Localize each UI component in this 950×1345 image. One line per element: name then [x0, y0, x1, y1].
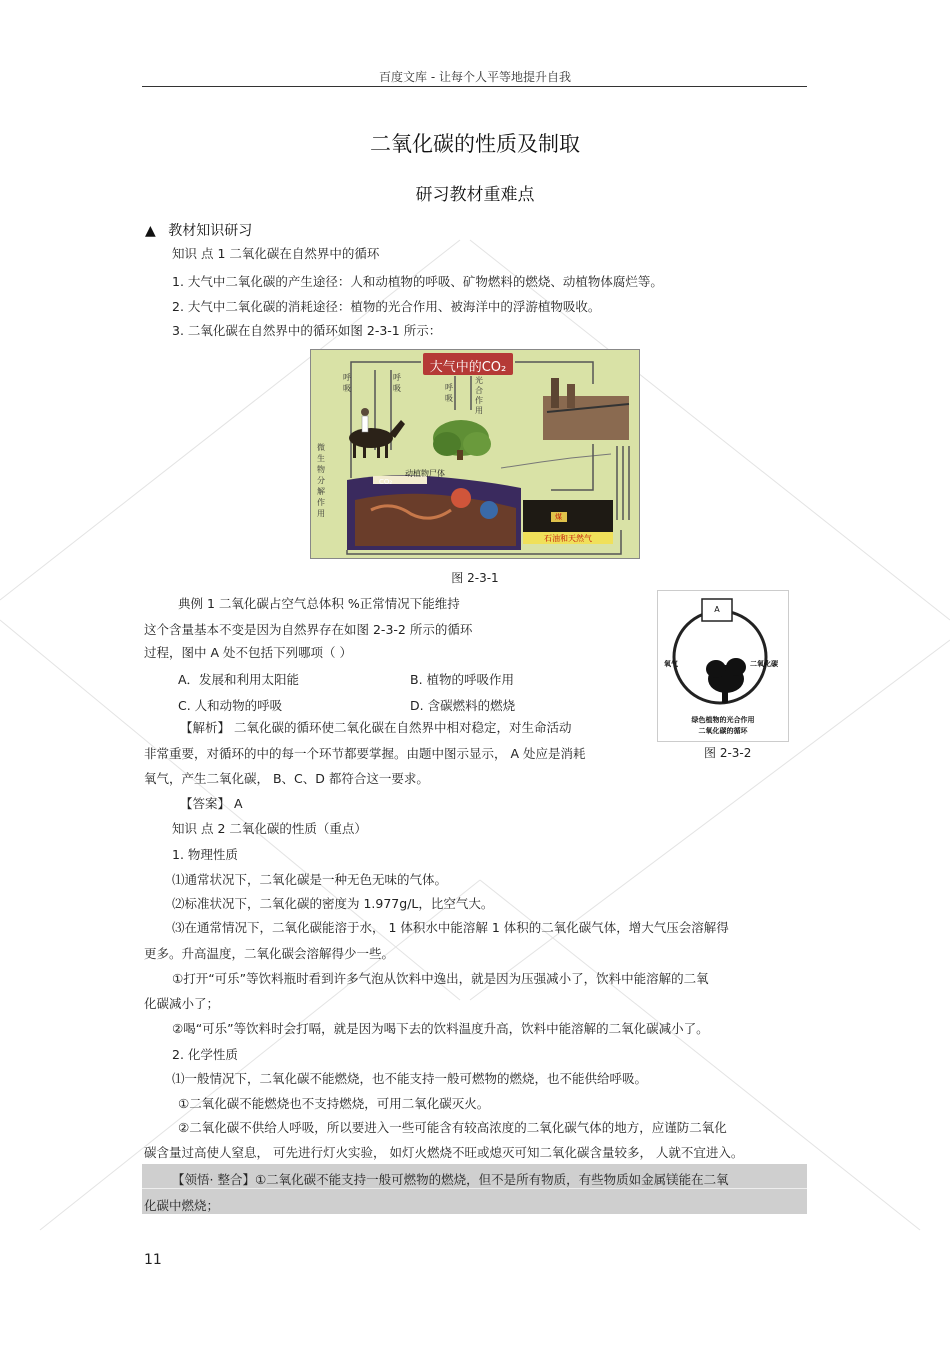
coal-label: 煤: [555, 513, 562, 521]
section-heading: [145, 220, 252, 240]
figure1-caption: 图 2-3-1: [451, 571, 499, 585]
option-b: B. 植物的呼吸作用: [410, 672, 515, 687]
answer: 【答案】 A: [180, 796, 243, 811]
co2-banner-label: 大气中的CO₂: [429, 360, 507, 375]
paragraph: ⑴通常状况下，二氧化碳是一种无色无味的气体。: [172, 872, 448, 887]
kp1-item: 2. 大气中二氧化碳的消耗途径：植物的光合作用、被海洋中的浮游植物吸收。: [172, 299, 601, 314]
paragraph: ⑶在通常情况下，二氧化碳能溶于水， 1 体积水中能溶解 1 体积的二氧化碳气体，增大气压会溶解得: [172, 920, 729, 935]
example-line: 这个含量基本不变是因为自然界存在如图 2-3-2 所示的循环: [144, 622, 473, 637]
co2-label: 二氧化碳: [750, 660, 778, 668]
option-d: D. 含碳燃料的燃烧: [410, 698, 516, 713]
oil-gas-label: 石油和天然气: [544, 534, 592, 543]
callout-line: 【领悟· 整合】①二氧化碳不能支持一般可燃物的燃烧，但不是所有物质，有些物质如金属镁能在二氧: [172, 1172, 729, 1187]
document-subtitle: 研习教材重难点: [415, 185, 535, 205]
paragraph: ①二氧化碳不能燃烧也不支持燃烧，可用二氧化碳灭火。: [178, 1096, 490, 1111]
decomposition-label: 微 生 物 分 解 作 用: [317, 443, 325, 518]
example-line: 过程，图中 A 处不包括下列哪项（ ）: [144, 645, 352, 660]
kp1-heading: 知识 点 1 二氧化碳在自然界中的循环: [172, 246, 380, 261]
breath-label: 呼 吸: [343, 373, 351, 393]
paragraph: ⑴一般情况下，二氧化碳不能燃烧，也不能支持一般可燃物的燃烧，也不能供给呼吸。: [172, 1071, 648, 1086]
physical-heading: 1. 物理性质: [172, 847, 238, 862]
section-label: 教材知识研习: [168, 223, 253, 239]
callout-line: 化碳中燃烧；: [144, 1198, 220, 1213]
kp1-item: 3. 二氧化碳在自然界中的循环如图 2-3-1 所示：: [172, 323, 442, 338]
option-c: C. 人和动物的呼吸: [178, 698, 283, 713]
paragraph: ②喝“可乐”等饮料时会打嗝，就是因为喝下去的饮料温度升高，饮料中能溶解的二氧化碳减小了。: [172, 1021, 709, 1036]
page-number: 11: [144, 1252, 162, 1268]
analysis-line: 氧气，产生二氧化碳， B、C、D 都符合这一要求。: [144, 771, 429, 786]
box-a-label: A: [714, 605, 720, 614]
page-header: 百度文库 - 让每个人平等地提升自我: [379, 70, 571, 84]
chemical-heading: 2. 化学性质: [172, 1047, 238, 1062]
analysis-line: 【解析】 二氧化碳的循环使二氧化碳在自然界中相对稳定，对生命活动: [180, 720, 572, 735]
header-rule: [142, 86, 807, 87]
cycle-label: 二氧化碳的循环: [698, 727, 748, 735]
remains-label: 动植物尸体: [405, 469, 445, 478]
oxygen-label: 氧气: [664, 660, 678, 668]
carbon-cycle-figure: [310, 349, 640, 559]
photosynthesis-label: 光 合 作 用: [475, 376, 483, 415]
co2-label: CO₂: [379, 478, 393, 486]
co2-cycle-figure: [657, 590, 789, 742]
breath-label: 呼 吸: [393, 373, 401, 393]
paragraph: ①打开“可乐”等饮料瓶时看到许多气泡从饮料中逸出，就是因为压强减小了，饮料中能溶解的二氧: [172, 971, 709, 986]
paragraph: 化碳减小了；: [144, 996, 220, 1011]
kp1-item: 1. 大气中二氧化碳的产生途径：人和动植物的呼吸、矿物燃料的燃烧、动植物体腐烂等。: [172, 274, 663, 289]
figure2-caption: 图 2-3-2: [704, 746, 752, 760]
paragraph: ②二氧化碳不供给人呼吸，所以要进入一些可能含有较高浓度的二氧化碳气体的地方，应谨防二氧化: [178, 1120, 727, 1135]
photosynthesis-label: 绿色植物的光合作用: [691, 716, 755, 724]
analysis-line: 非常重要，对循环的中的每一个环节都要掌握。由题中图示显示， A 处应是消耗: [144, 746, 586, 761]
paragraph: ⑵标准状况下，二氧化碳的密度为 1.977g/L，比空气大。: [172, 896, 494, 911]
document-title: 二氧化碳的性质及制取: [370, 132, 580, 156]
callout-divider: [142, 1188, 807, 1189]
paragraph: 更多。升高温度，二氧化碳会溶解得少一些。: [144, 946, 395, 961]
paragraph: 碳含量过高使人窒息， 可先进行灯火实验， 如灯火燃烧不旺或熄灭可知二氧化碳含量较多， 人就不宜进入。: [144, 1145, 744, 1160]
option-a: A．发展和利用太阳能: [178, 672, 300, 687]
example-line: 典例 1 二氧化碳占空气总体积 %正常情况下能维持: [178, 596, 460, 611]
triangle-icon: ▲: [145, 223, 156, 239]
breath-label: 呼 吸: [445, 383, 453, 403]
kp2-heading: 知识 点 2 二氧化碳的性质（重点）: [172, 821, 367, 836]
